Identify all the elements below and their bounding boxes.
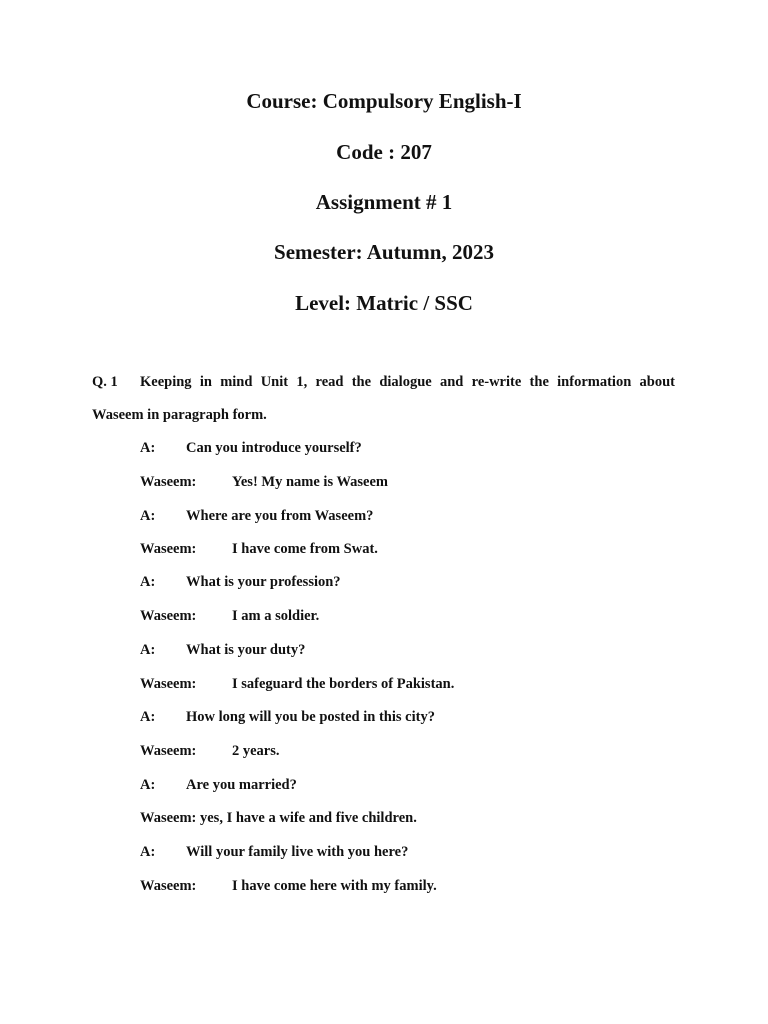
dialogue-line bbox=[0, 877, 768, 895]
assignment-title: Assignment # 1 bbox=[315, 190, 453, 214]
dialogue-line bbox=[0, 675, 768, 693]
question-text-line-1: Keeping in mind Unit 1, read the dialogue and re-write the information about bbox=[140, 374, 675, 390]
dialogue-line bbox=[0, 708, 768, 726]
dialogue-line bbox=[0, 742, 768, 760]
dialogue-text: I am a soldier. bbox=[232, 608, 320, 624]
dialogue-text: Are you married? bbox=[186, 777, 297, 793]
dialogue-text: How long will you be posted in this city? bbox=[186, 709, 435, 725]
dialogue-text: What is your profession? bbox=[186, 574, 341, 590]
dialogue-text: What is your duty? bbox=[186, 642, 306, 658]
dialogue-speaker: A: bbox=[140, 642, 156, 658]
dialogue-speaker: Waseem: bbox=[140, 608, 197, 624]
dialogue-speaker: Waseem: bbox=[140, 743, 197, 759]
dialogue-text: 2 years. bbox=[232, 743, 280, 759]
dialogue-line bbox=[0, 641, 768, 659]
dialogue-text: Waseem: yes, I have a wife and five children. bbox=[140, 810, 417, 826]
dialogue-text: I safeguard the borders of Pakistan. bbox=[232, 676, 455, 692]
dialogue-speaker: A: bbox=[140, 709, 156, 725]
dialogue-line bbox=[0, 540, 768, 558]
level-title: Level: Matric / SSC bbox=[295, 291, 473, 315]
dialogue-line bbox=[0, 843, 768, 861]
dialogue-text: I have come from Swat. bbox=[232, 541, 378, 557]
dialogue-line bbox=[0, 573, 768, 591]
dialogue-text: Can you introduce yourself? bbox=[186, 440, 362, 456]
question-number: Q. 1 bbox=[92, 374, 118, 390]
dialogue-line bbox=[0, 809, 768, 827]
dialogue-text: I have come here with my family. bbox=[232, 878, 437, 894]
dialogue-line bbox=[0, 607, 768, 625]
semester-title: Semester: Autumn, 2023 bbox=[274, 240, 494, 264]
dialogue-text: Where are you from Waseem? bbox=[186, 508, 374, 524]
dialogue-speaker: Waseem: bbox=[140, 541, 197, 557]
dialogue-speaker: A: bbox=[140, 440, 156, 456]
dialogue-speaker: Waseem: bbox=[140, 474, 197, 490]
dialogue-line bbox=[0, 507, 768, 525]
dialogue-speaker: A: bbox=[140, 844, 156, 860]
course-title: Course: Compulsory English-I bbox=[246, 89, 522, 113]
dialogue-text: Yes! My name is Waseem bbox=[232, 474, 388, 490]
dialogue-text: Will your family live with you here? bbox=[186, 844, 409, 860]
dialogue-line bbox=[0, 776, 768, 794]
dialogue-line bbox=[0, 439, 768, 457]
dialogue-line bbox=[0, 473, 768, 491]
dialogue-speaker: A: bbox=[140, 508, 156, 524]
dialogue-speaker: A: bbox=[140, 777, 156, 793]
dialogue-speaker: Waseem: bbox=[140, 878, 197, 894]
dialogue-speaker: A: bbox=[140, 574, 156, 590]
dialogue-speaker: Waseem: bbox=[140, 676, 197, 692]
question-text-line-2: Waseem in paragraph form. bbox=[92, 407, 267, 423]
course-code: Code : 207 bbox=[336, 140, 432, 164]
